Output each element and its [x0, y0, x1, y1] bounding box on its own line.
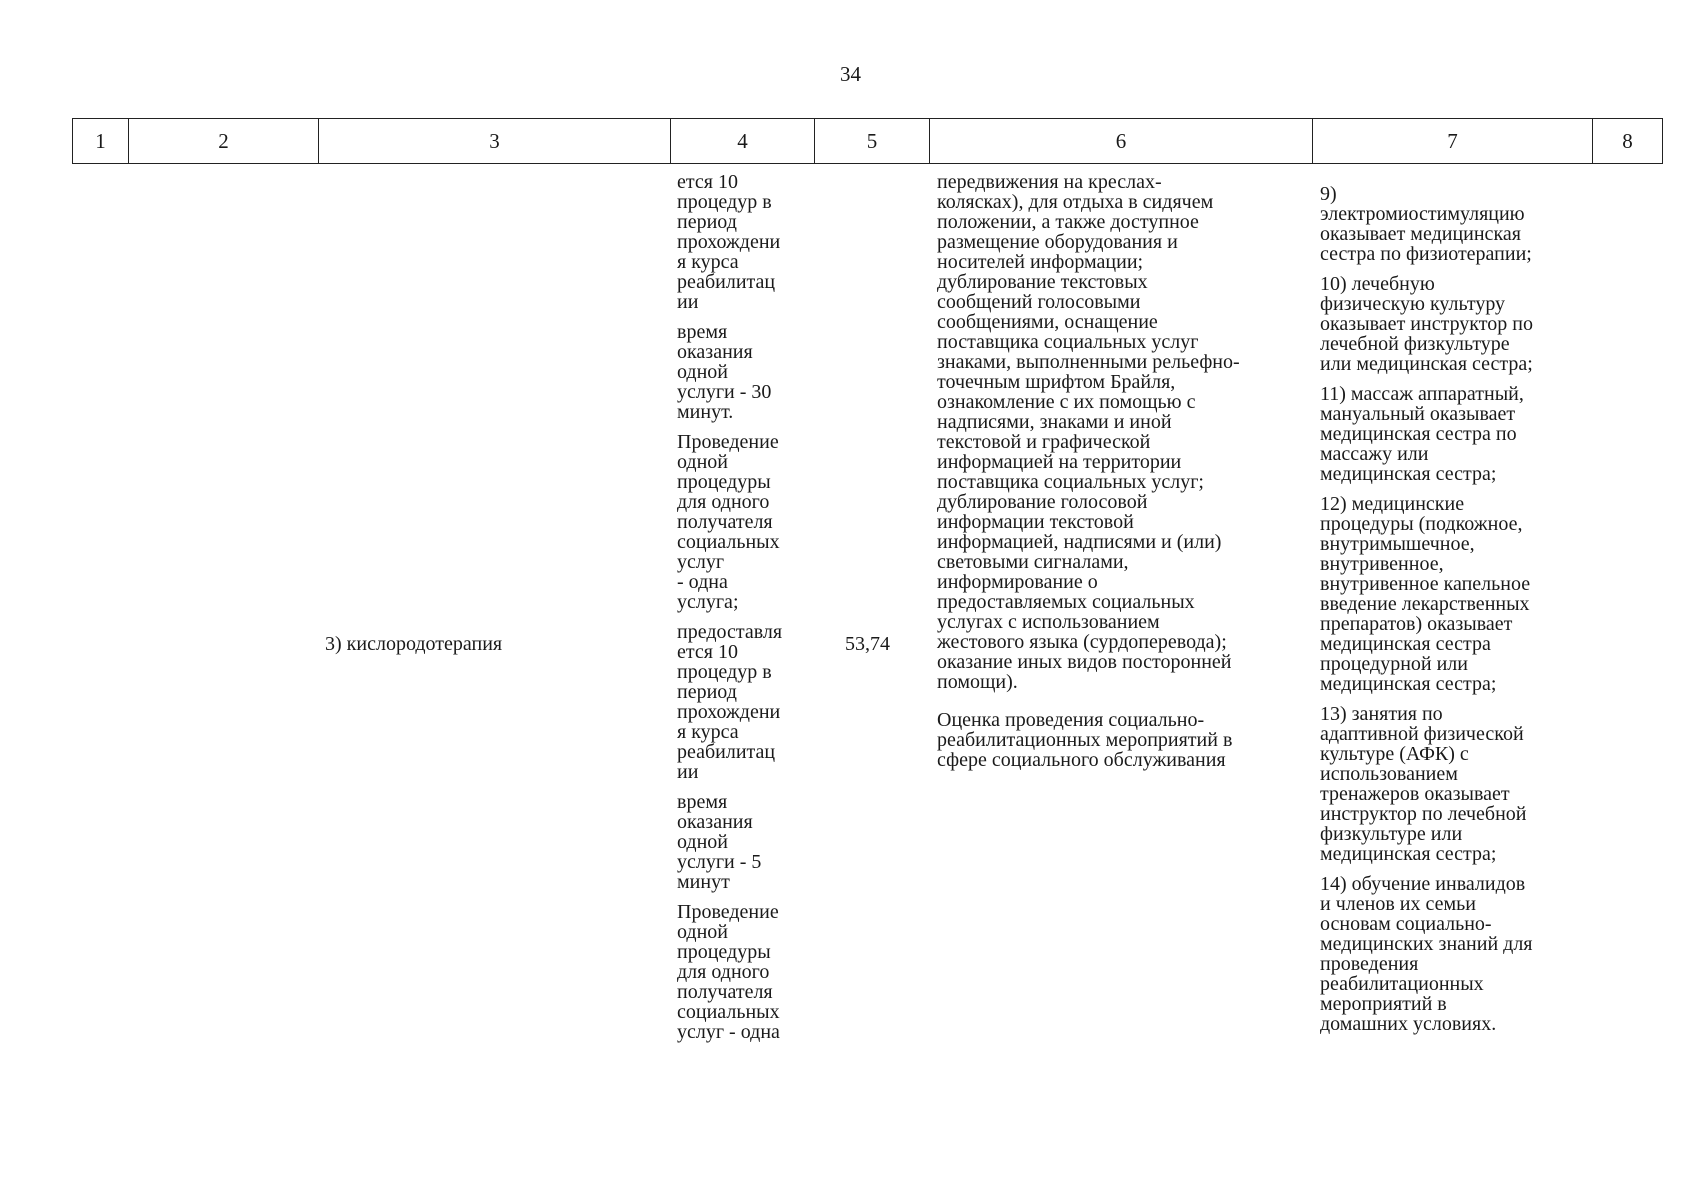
header-cell-7: 7	[1313, 119, 1593, 164]
volume-paragraph: время оказания одной услуги - 5 минут	[677, 791, 762, 893]
volume-paragraph: ется 10 процедур в период прохождени я курса реабилитац ии	[677, 171, 781, 313]
volume-paragraph: Проведение одной процедуры для одного получателя социальных услуг - одна услуга;	[677, 431, 780, 613]
page-number: 34	[840, 62, 861, 86]
staff-item: 9) электромиостимуляцию оказывает медицинская сестра по физиотерапии;	[1320, 183, 1532, 265]
volume-paragraph: предоставля ется 10 процедур в период прохождени я курса реабилитац ии	[677, 621, 783, 783]
staff-item: 14) обучение инвалидов и членов их семьи основам социально- медицинских знаний для проведения реабилитационных мероприятий в домашних условиях.	[1320, 873, 1533, 1035]
staff-item: 12) медицинские процедуры (подкожное, внутримышечное, внутривенное, внутривенное капельное введение лекарственных препаратов) оказывает медицинская сестра процедурной или медицинская сестра;	[1320, 493, 1531, 695]
volume-paragraph: Проведение одной процедуры для одного получателя социальных услуг - одна	[677, 901, 780, 1043]
staff-item: 13) занятия по адаптивной физической культуре (АФК) с использованием тренажеров оказывает инструктор по лечебной физкультуре или медицинская сестра;	[1320, 703, 1527, 865]
conditions-cell	[937, 172, 1317, 780]
staff-item: 10) лечебную физическую культуру оказывает инструктор по лечебной физкультуре или медицинская сестра;	[1320, 273, 1533, 375]
volume-paragraph: время оказания одной услуги - 30 минут.	[677, 321, 772, 423]
staff-item: 11) массаж аппаратный, мануальный оказывает медицинская сестра по массажу или медицинская сестра;	[1320, 383, 1524, 485]
header-cell-8: 8	[1593, 119, 1663, 164]
header-cell-3: 3	[319, 119, 671, 164]
service-name-cell: 3) кислородотерапия	[325, 633, 503, 655]
table-header-row	[72, 118, 1663, 164]
header-cell-1: 1	[73, 119, 129, 164]
evaluation-paragraph: Оценка проведения социально- реабилитационных мероприятий в сфере социального обслуживания	[937, 709, 1233, 771]
price-cell: 53,74	[845, 633, 890, 655]
header-cell-2: 2	[129, 119, 319, 164]
header-cell-6: 6	[930, 119, 1313, 164]
header-cell-4: 4	[671, 119, 815, 164]
service-volume-cell	[677, 172, 827, 1052]
header-cell-5: 5	[815, 119, 930, 164]
conditions-paragraph: передвижения на креслах- колясках), для отдыха в сидячем положении, а также доступное размещение оборудования и носителей информации; дублирование текстовых сообщений голосовыми сообщениями, оснащение поставщика социальных услуг знаками, выполненными рельефно- точечным шрифтом Брайля, ознакомление с их помощью с надписями, знаками и иной текстовой и графической информацией на территории поставщика социальных услуг; дублирование голосовой информации текстовой информацией, надписями и (или) световыми сигналами, информирование о предоставляемых социальных услугах с использованием жестового языка (сурдоперевода); оказание иных видов посторонней помощи).	[937, 171, 1240, 693]
staff-cell	[1320, 184, 1600, 1044]
